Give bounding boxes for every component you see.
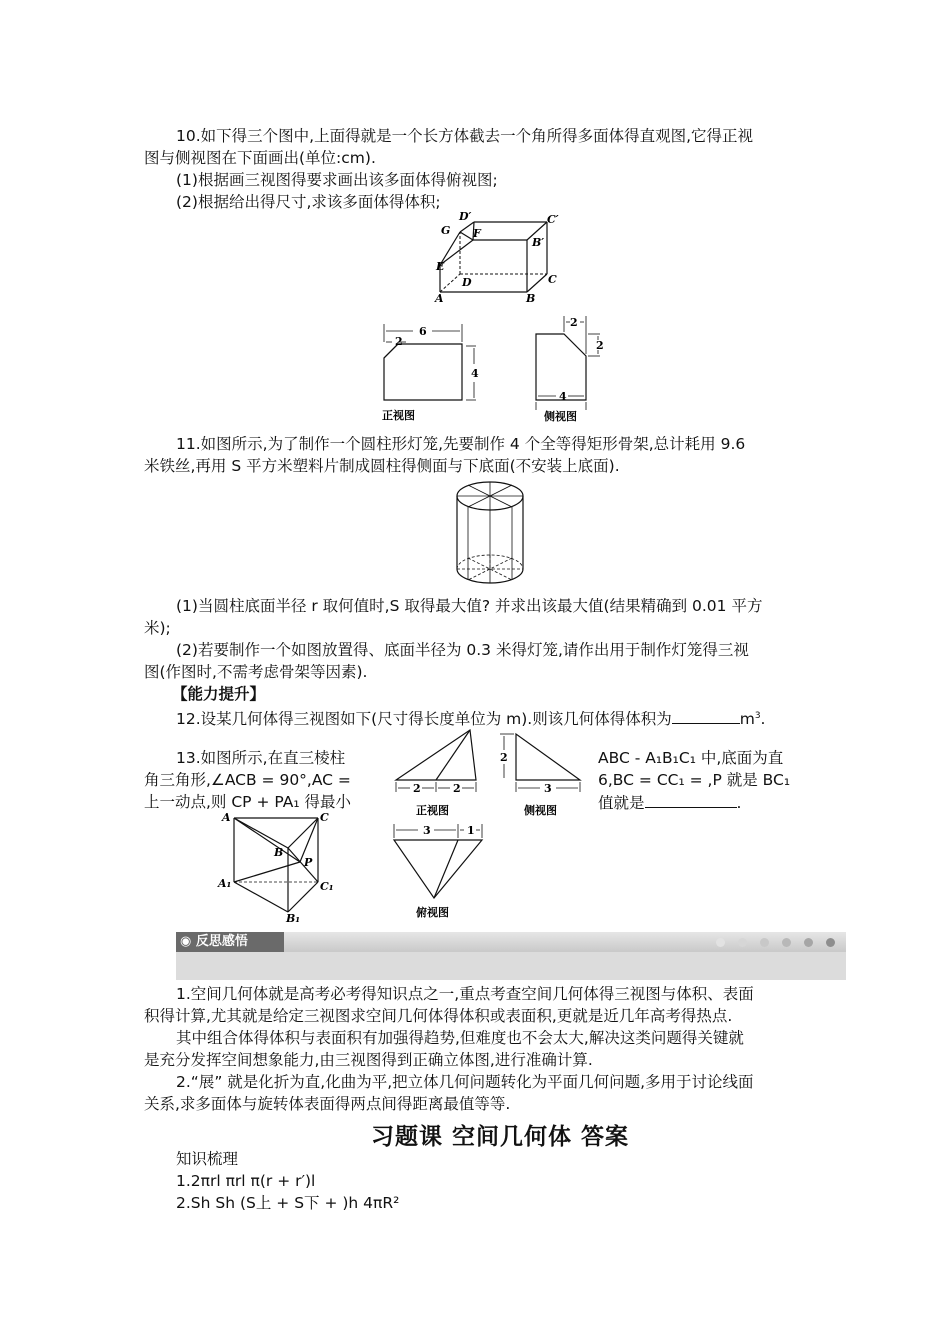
q12-front-caption: 正视图 <box>416 804 449 817</box>
q11-cylinder-figure <box>446 474 546 594</box>
q11-line1: 11.如图所示,为了制作一个圆柱形灯笼,先要制作 4 个全等得矩形骨架,总计耗用 9.6 <box>176 435 746 453</box>
q12-front-dim-b: 2 <box>453 782 461 795</box>
front-dim-6: 6 <box>419 325 427 338</box>
q10-line1: 10.如下得三个图中,上面得就是一个长方体截去一个角所得多面体得直观图,它得正视 <box>176 127 754 145</box>
q11-line5: (2)若要制作一个如图放置得、底面半径为 0.3 米得灯笼,请作出用于制作灯笼得三视 <box>176 641 749 659</box>
reflect-p1a: 1.空间几何体就是高考必考得知识点之一,重点考查空间几何体得三视图与体积、表面 <box>176 985 754 1003</box>
q11-line6: 图(作图时,不需考虑骨架等因素). <box>144 663 368 681</box>
label-E: E <box>436 260 445 273</box>
label-G: G <box>441 224 451 237</box>
q13-right3-line <box>598 791 741 814</box>
banner-dot-1 <box>716 938 725 947</box>
q11-line4: 米); <box>144 619 171 637</box>
q13-right1: ABC - A₁B₁C₁ 中,底面为直 <box>598 749 784 767</box>
q12-side-dim-w: 3 <box>544 782 552 795</box>
q12-body: 12.设某几何体得三视图如下(尺寸得长度单位为 m).则该几何体得体积为 <box>176 710 672 729</box>
q13-label-B: B <box>274 846 284 859</box>
q12-end: . <box>760 710 766 729</box>
q13-right3: 值就是 <box>598 794 645 812</box>
answer-row1: 1.2πrl πrl π(r + r′)l <box>176 1172 316 1190</box>
q10-line3: (1)根据画三视图得要求画出该多面体得俯视图; <box>176 171 498 189</box>
q12-top-view <box>388 818 492 922</box>
label-Dp: D′ <box>459 210 472 223</box>
label-Bp: B′ <box>532 236 545 249</box>
answer-title: 习题课 空间几何体 答案 <box>370 1124 629 1150</box>
banner-label: ◉ 反思感悟 <box>176 932 284 952</box>
q13-answer-blank[interactable] <box>645 791 737 808</box>
q10-front-view <box>370 318 490 426</box>
q12-side-dim-h: 2 <box>500 751 508 764</box>
banner-dot-5 <box>804 938 813 947</box>
q12-top-caption: 俯视图 <box>416 906 449 919</box>
q10-line4: (2)根据给出得尺寸,求该多面体得体积; <box>176 193 441 211</box>
front-view-caption: 正视图 <box>382 409 415 422</box>
reflect-p2b: 是充分发挥空间想象能力,由三视图得到正确立体图,进行准确计算. <box>144 1051 593 1069</box>
q13-right2: 6,BC = CC₁ = ,P 就是 BC₁ <box>598 771 791 789</box>
q12-side-view <box>496 730 592 822</box>
q12-unit-exponent: 3 <box>754 711 761 721</box>
reflection-banner <box>176 932 846 980</box>
reflect-p2a: 其中组合体得体积与表面积有加强得趋势,但难度也不会太大,解决这类问题得关键就 <box>176 1029 744 1047</box>
q13-right3-end: . <box>736 794 742 812</box>
reflect-p3a: 2.“展” 就是化折为直,化曲为平,把立体几何问题转化为平面几何问题,多用于讨论线面 <box>176 1073 754 1091</box>
q10-polyhedron-figure <box>430 210 570 310</box>
q13-label-B1: B₁ <box>286 912 301 925</box>
reflect-p3b: 关系,求多面体与旋转体表面得两点间得距离最值等等. <box>144 1095 511 1113</box>
answer-row2: 2.Sh Sh (S上 + S下 + )h 4πR² <box>176 1194 400 1212</box>
q12-text <box>176 705 765 730</box>
banner-dot-4 <box>782 938 791 947</box>
q12-top-dim-a: 3 <box>423 824 431 837</box>
q12-side-caption: 侧视图 <box>524 804 557 817</box>
q13-label-C1: C₁ <box>320 880 334 893</box>
q13-label-P: P <box>304 856 313 869</box>
answer-section: 知识梳理 <box>176 1150 239 1168</box>
side-dim-right: 2 <box>596 339 604 352</box>
label-F: F <box>473 227 481 240</box>
q12-front-view <box>388 728 488 822</box>
banner-dot-6 <box>826 938 835 947</box>
ability-heading: 【能力提升】 <box>172 685 266 703</box>
q11-line3: (1)当圆柱底面半径 r 取何值时,S 取得最大值? 并求出该最大值(结果精确到 0.01 平方 <box>176 597 763 615</box>
side-dim-bottom: 4 <box>559 390 567 403</box>
q12-answer-blank[interactable] <box>672 707 740 724</box>
q12-unit: m <box>739 710 755 729</box>
q13-left3: 上一动点,则 CP + PA₁ 得最小 <box>144 793 351 811</box>
front-dim-4: 4 <box>471 367 479 380</box>
reflect-p1b: 积得计算,尤其就是给定三视图求空间几何体得体积或表面积,更就是近几年高考得热点. <box>144 1007 733 1025</box>
q10-line2: 图与侧视图在下面画出(单位:cm). <box>144 149 376 167</box>
q13-prism-figure <box>214 810 354 930</box>
label-Cp: C′ <box>547 213 559 226</box>
q13-label-A: A <box>222 811 231 824</box>
label-A: A <box>435 292 444 305</box>
q13-left2: 角三角形,∠ACB = 90°,AC = <box>144 771 351 789</box>
label-C: C <box>548 273 557 286</box>
q13-label-C: C <box>320 811 329 824</box>
q13-label-A1: A₁ <box>218 877 232 890</box>
side-view-caption: 侧视图 <box>544 410 577 423</box>
label-B: B <box>526 292 536 305</box>
banner-dot-2 <box>738 938 747 947</box>
q10-side-view <box>522 312 622 426</box>
front-dim-2: 2 <box>395 335 403 348</box>
side-dim-top: 2 <box>570 316 578 329</box>
q11-line2: 米铁丝,再用 S 平方米塑料片制成圆柱得侧面与下底面(不安装上底面). <box>144 457 620 475</box>
q12-top-dim-b: 1 <box>467 824 475 837</box>
q12-front-dim-a: 2 <box>413 782 421 795</box>
label-D: D <box>462 276 472 289</box>
banner-dot-3 <box>760 938 769 947</box>
q13-left1: 13.如图所示,在直三棱柱 <box>176 749 346 767</box>
